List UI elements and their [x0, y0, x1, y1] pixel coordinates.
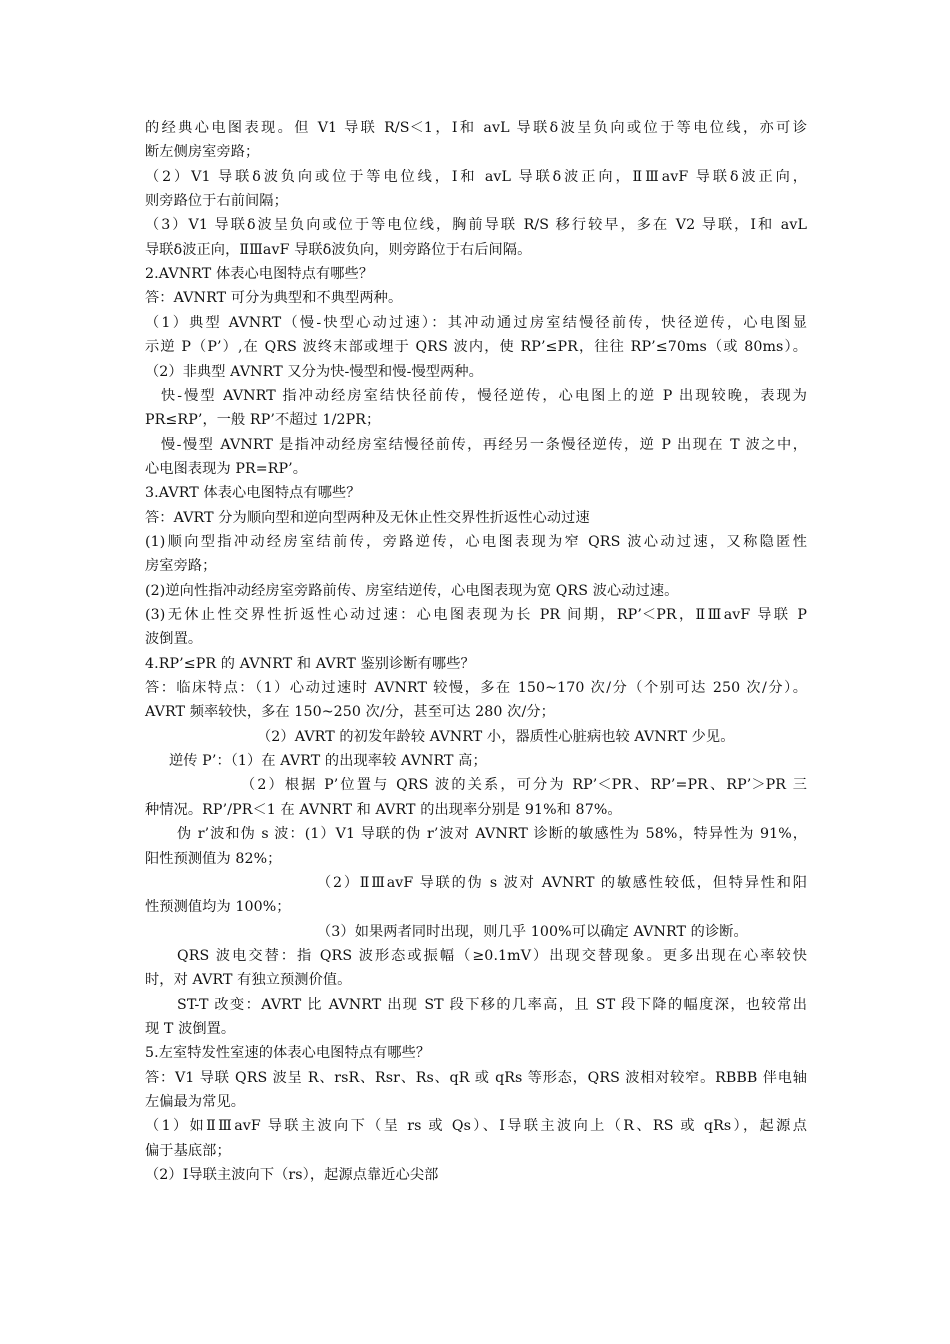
text-line: 答：V1 导联 QRS 波呈 R、rsR、Rsr、Rs、qR 或 qRs 等形态，QRS 波相对较窄。RBBB 伴电轴 [145, 1069, 807, 1086]
text-line: （3）V1 导联δ波呈负向或位于等电位线，胸前导联 R/S 移行较早，多在 V2 导联，Ⅰ和 avL [145, 217, 807, 234]
text-line: 现 T 波倒置。 [145, 1020, 236, 1037]
text-line: 伪 r’波和伪 s 波：(1）V1 导联的伪 r’波对 AVNRT 诊断的敏感性为 58%，特异性为 91%， [177, 826, 807, 843]
text-line: (3)无休止性交界性折返性心动过速：心电图表现为长 PR 间期，RP’＜PR，ⅡⅢavF 导联 P [145, 607, 807, 623]
text-line: 的经典心电图表现。但 V1 导联 R/S＜1，Ⅰ和 avL 导联δ波呈负向或位于等电位线，亦可诊 [145, 120, 807, 136]
text-line: (2)逆向性指冲动经房室旁路前传、房室结逆传，心电图表现为宽 QRS 波心动过速。 [145, 582, 679, 599]
text-line: 则旁路位于右前间隔； [145, 193, 288, 210]
text-line: AVRT 频率较快，多在 150~250 次/分，甚至可达 280 次/分； [145, 704, 555, 721]
text-line: 导联δ波正向，ⅡⅢavF 导联δ波负向，则旁路位于右后间隔。 [145, 241, 532, 258]
text-line: PR≤RP’，一般 RP’不超过 1/2PR； [145, 412, 381, 429]
text-line: （1）典型 AVNRT（慢-快型心动过速）：其冲动通过房室结慢径前传，快径逆传，心电图显 [145, 314, 807, 331]
text-line: （2）V1 导联δ波负向或位于等电位线，Ⅰ和 avL 导联δ波正向，ⅡⅢavF 导联δ波正向， [145, 168, 807, 185]
text-line: （3）如果两者同时出现，则几乎 100%可以确定 AVNRT 的诊断。 [317, 923, 748, 940]
text-line: 快-慢型 AVNRT 指冲动经房室结快径前传，慢径逆传，心电图上的逆 P 出现较晚，表现为 [161, 387, 807, 404]
text-line: 逆传 P’：（1）在 AVRT 的出现率较 AVNRT 高； [169, 753, 487, 770]
text-line: 示逆 P（P’）,在 QRS 波终末部或埋于 QRS 波内，使 RP’≤PR，往往 RP’≤70ms（或 80ms）。 [145, 339, 807, 356]
text-line: 性预测值均为 100%； [145, 899, 291, 916]
text-line: 时，对 AVRT 有独立预测价值。 [145, 972, 352, 989]
text-line: 3.AVRT 体表心电图特点有哪些？ [145, 485, 361, 502]
text-line: 心电图表现为 PR=RP’。 [145, 460, 308, 477]
text-line: 答：AVRT 分为顺向型和逆向型两种及无休止性交界性折返性心动过速 [145, 509, 590, 526]
text-line: 慢-慢型 AVNRT 是指冲动经房室结慢径前传，再经另一条慢径逆传，逆 P 出现在 T 波之中， [161, 436, 807, 453]
text-line: (1)顺向型指冲动经房室结前传，旁路逆传，心电图表现为窄 QRS 波心动过速，又称隐匿性 [145, 533, 807, 550]
text-line: （1）如ⅡⅢavF 导联主波向下（呈 rs 或 Qs）、Ⅰ导联主波向上（R、RS 或 qRs），起源点 [145, 1118, 807, 1135]
text-line: 波倒置。 [145, 631, 203, 648]
text-line: 断左侧房室旁路； [145, 144, 260, 161]
text-line: （2）非典型 AVNRT 又分为快-慢型和慢-慢型两种。 [145, 363, 483, 380]
text-line: 答：临床特点：（1）心动过速时 AVNRT 较慢，多在 150~170 次/分（个别可达 250 次/分）。 [145, 680, 807, 697]
text-line: 答：AVNRT 可分为典型和不典型两种。 [145, 290, 403, 307]
text-line: 4.RP’≤PR 的 AVNRT 和 AVRT 鉴别诊断有哪些？ [145, 655, 475, 672]
text-line: （2）ⅡⅢavF 导联的伪 s 波对 AVNRT 的敏感性较低，但特异性和阳 [317, 874, 807, 891]
text-line: 种情况。RP’/PR＜1 在 AVNRT 和 AVRT 的出现率分别是 91%和 87%。 [145, 801, 622, 818]
text-line: QRS 波电交替：指 QRS 波形态或振幅（≥0.1mV）出现交替现象。更多出现在心率较快 [177, 947, 807, 964]
text-line: 房室旁路； [145, 558, 217, 575]
text-line: 5.左室特发性室速的体表心电图特点有哪些？ [145, 1045, 431, 1062]
text-line: ST-T 改变：AVRT 比 AVNRT 出现 ST 段下移的几率高，且 ST 段下降的幅度深，也较常出 [177, 996, 807, 1013]
text-line: （2）根据 P’位置与 QRS 波的关系，可分为 RP’＜PR、RP’=PR、RP’＞PR 三 [241, 777, 807, 794]
text-line: 左偏最为常见。 [145, 1094, 246, 1110]
text-line: 偏于基底部； [145, 1142, 231, 1159]
text-line: （2）Ⅰ导联主波向下（rs），起源点靠近心尖部 [145, 1167, 439, 1184]
text-line: 2.AVNRT 体表心电图特点有哪些？ [145, 266, 374, 283]
text-line: （2）AVRT 的初发年龄较 AVNRT 小，器质性心脏病也较 AVNRT 少见。 [257, 728, 735, 745]
text-line: 阳性预测值为 82%； [145, 850, 282, 867]
